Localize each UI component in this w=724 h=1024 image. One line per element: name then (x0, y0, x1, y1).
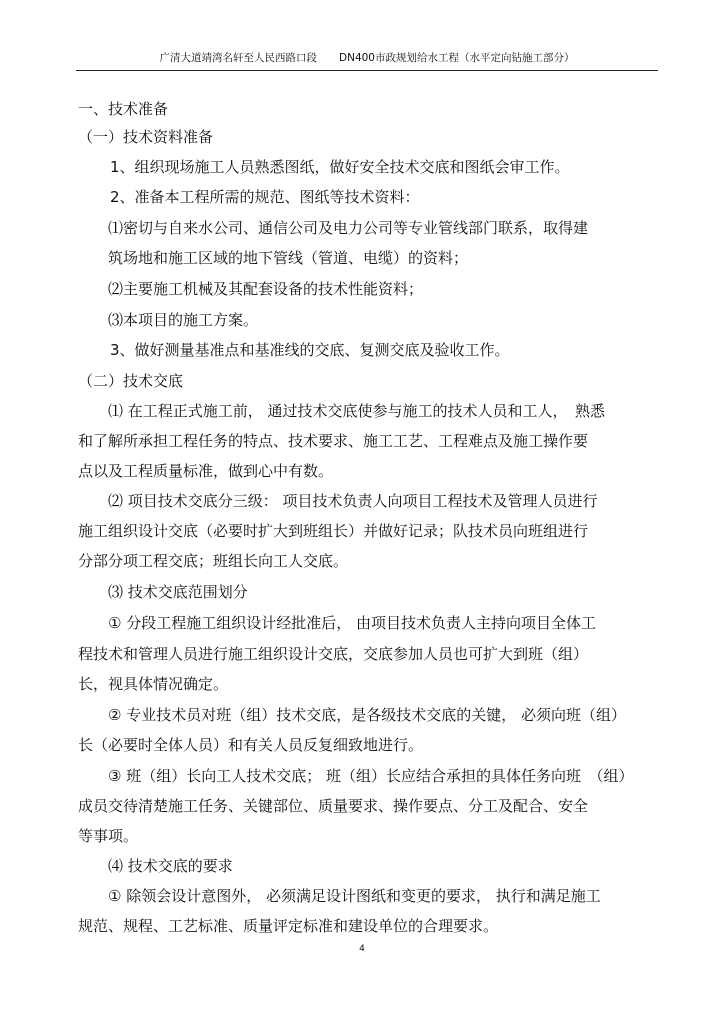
section-heading: 一、技术准备 (78, 100, 169, 118)
paragraph-line: ⑵ 项目技术交底分三级： 项目技术负责人向项目工程技术及管理人员进行 (108, 492, 598, 510)
paragraph-line: 长，视具体情况确定。 (78, 675, 229, 693)
paragraph-line: ① 除领会设计意图外， 必须满足设计图纸和变更的要求， 执行和满足施工 (108, 887, 601, 905)
subsection-heading: （一）技术资料准备 (78, 128, 214, 146)
paragraph-line: ⑶ 技术交底范围划分 (108, 583, 248, 601)
header-project-title: DN400市政规划给水工程（水平定向钻施工部分） (339, 52, 575, 64)
paragraph-line: 成员交待清楚施工任务、关键部位、质量要求、操作要点、分工及配合、安全 (78, 797, 589, 815)
page-number: 4 (359, 944, 365, 954)
paragraph-line: ⑷ 技术交底的要求 (108, 857, 233, 875)
paragraph-line: 2、准备本工程所需的规范、图纸等技术资料： (110, 188, 420, 206)
paragraph-line: 分部分项工程交底；班组长向工人交底。 (78, 552, 349, 570)
paragraph-line: ⑶本项目的施工方案。 (108, 311, 259, 329)
paragraph-line: ⑴ 在工程正式施工前， 通过技术交底使参与施工的技术人员和工人， 熟悉 (108, 402, 606, 420)
paragraph-line: ① 分段工程施工组织设计经批准后， 由项目技术负责人主持向项目全体工 (108, 614, 596, 632)
paragraph-line: ③ 班（组）长向工人技术交底； 班（组）长应结合承担的具体任务向班 （组） (108, 767, 634, 785)
paragraph-line: 施工组织设计交底（必要时扩大到班组长）并做好记录；队技术员向班组进行 (78, 522, 589, 540)
paragraph-line: 1、组织现场施工人员熟悉图纸，做好安全技术交底和图纸会审工作。 (110, 158, 570, 176)
paragraph-line: 和了解所承担工程任务的特点、技术要求、施工工艺、工程难点及施工操作要 (78, 432, 589, 450)
paragraph-line: 长（必要时全体人员）和有关人员反复细致地进行。 (78, 736, 424, 754)
paragraph-line: ⑴密切与自来水公司、通信公司及电力公司等专业管线部门联系，取得建 (108, 219, 589, 237)
paragraph-line: 点以及工程质量标准，做到心中有数。 (78, 462, 334, 480)
paragraph-line: 筑场地和施工区域的地下管线（管道、电缆）的资料； (108, 249, 469, 267)
header-project-location: 广清大道靖湾名轩至人民西路口段 (159, 52, 317, 64)
paragraph-line: 等事项。 (78, 827, 139, 845)
page-header (76, 50, 658, 71)
paragraph-line: 规范、规程、工艺标准、质量评定标准和建设单位的合理要求。 (78, 917, 499, 935)
subsection-heading: （二）技术交底 (78, 372, 184, 390)
paragraph-line: ② 专业技术员对班（组）技术交底，是各级技术交底的关键， 必须向班（组） (108, 706, 626, 724)
paragraph-line: 程技术和管理人员进行施工组织设计交底，交底参加人员也可扩大到班（组） (78, 645, 589, 663)
paragraph-line: 3、做好测量基准点和基准线的交底、复测交底及验收工作。 (110, 341, 510, 359)
paragraph-line: ⑵主要施工机械及其配套设备的技术性能资料； (108, 280, 424, 298)
